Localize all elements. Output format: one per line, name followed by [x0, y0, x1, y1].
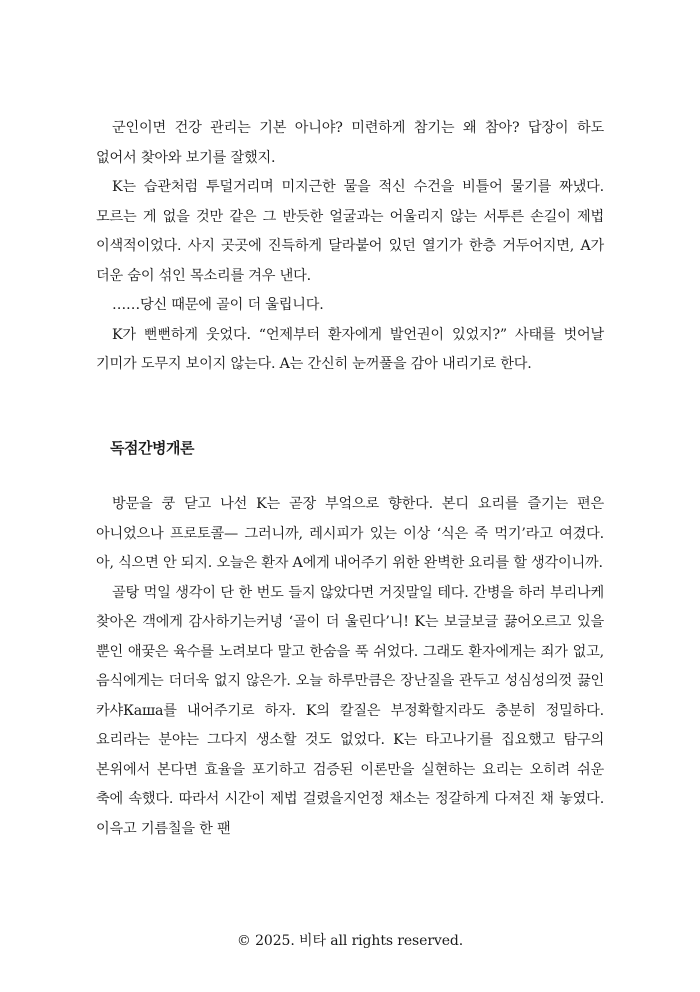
- copyright-footer: © 2025. 비타 all rights reserved.: [236, 933, 464, 949]
- paragraph: 군인이면 건강 관리는 기본 아니야? 미련하게 참기는 왜 참아? 답장이 하도 없어서 찾아와 보기를 잘했지.: [96, 120, 604, 166]
- paragraph: 골탕 먹일 생각이 단 한 번도 들지 않았다면 거짓말일 테다. 간병을 하러 부리나케 찾아온 객에게 감사하기는커녕 ‘골이 더 울린다’니! K는 보글보글 끓어오르고 있을 뿐인 애꿎은 육수를 노려보다 말고 한숨을 푹 쉬었다. 그래도 환자에게는 죄가 없고, 음식에게는 더더욱 없지 않은가. 오늘 하루만큼은 장난질을 관두고 성심성의껏 끓인 카샤Каша를 내어주기로 하자. K의 칼질은 부정확할지라도 충분히 정밀하다. 요리라는 분야는 그다지 생소할 것도 없었다. K는 타고나기를 집요했고 탐구의 본위에서 본다면 효율을 포기하고 검증된 이론만을 실현하는 요리는 오히려 쉬운 축에 속했다. 따라서 시간이 제법 걸렸을지언정 채소는 정갈하게 다져진 채 놓였다. 이윽고 기름칠을 한 팬: [96, 584, 604, 837]
- section-one: [96, 114, 604, 380]
- section-two: [96, 490, 604, 844]
- paragraph: 방문을 쿵 닫고 나선 K는 곧장 부엌으로 향한다. 본디 요리를 즐기는 편은 아니었으나 프로토콜— 그러니까, 레시피가 있는 이상 ‘식은 죽 먹기’라고 여겼다. 아, 식으면 안 되지. 오늘은 환자 A에게 내어주기 위한 완벽한 요리를 할 생각이니까.: [96, 496, 604, 571]
- section-title: 독점간병개론: [110, 439, 194, 457]
- paragraph: ……당신 때문에 골이 더 울립니다.: [112, 297, 324, 313]
- paragraph: K가 뻔뻔하게 웃었다. “언제부터 환자에게 발언권이 있었지?” 사태를 벗어날 기미가 도무지 보이지 않는다. A는 간신히 눈꺼풀을 감아 내리기로 한다.: [96, 326, 604, 372]
- paragraph: K는 습관처럼 투덜거리며 미지근한 물을 적신 수건을 비틀어 물기를 짜냈다. 모르는 게 없을 것만 같은 그 반듯한 얼굴과는 어울리지 않는 서투른 손길이 제법 이색적이었다. 사지 곳곳에 진득하게 달라붙어 있던 열기가 한층 거두어지면, A가 더운 숨이 섞인 목소리를 겨우 낸다.: [96, 179, 604, 284]
